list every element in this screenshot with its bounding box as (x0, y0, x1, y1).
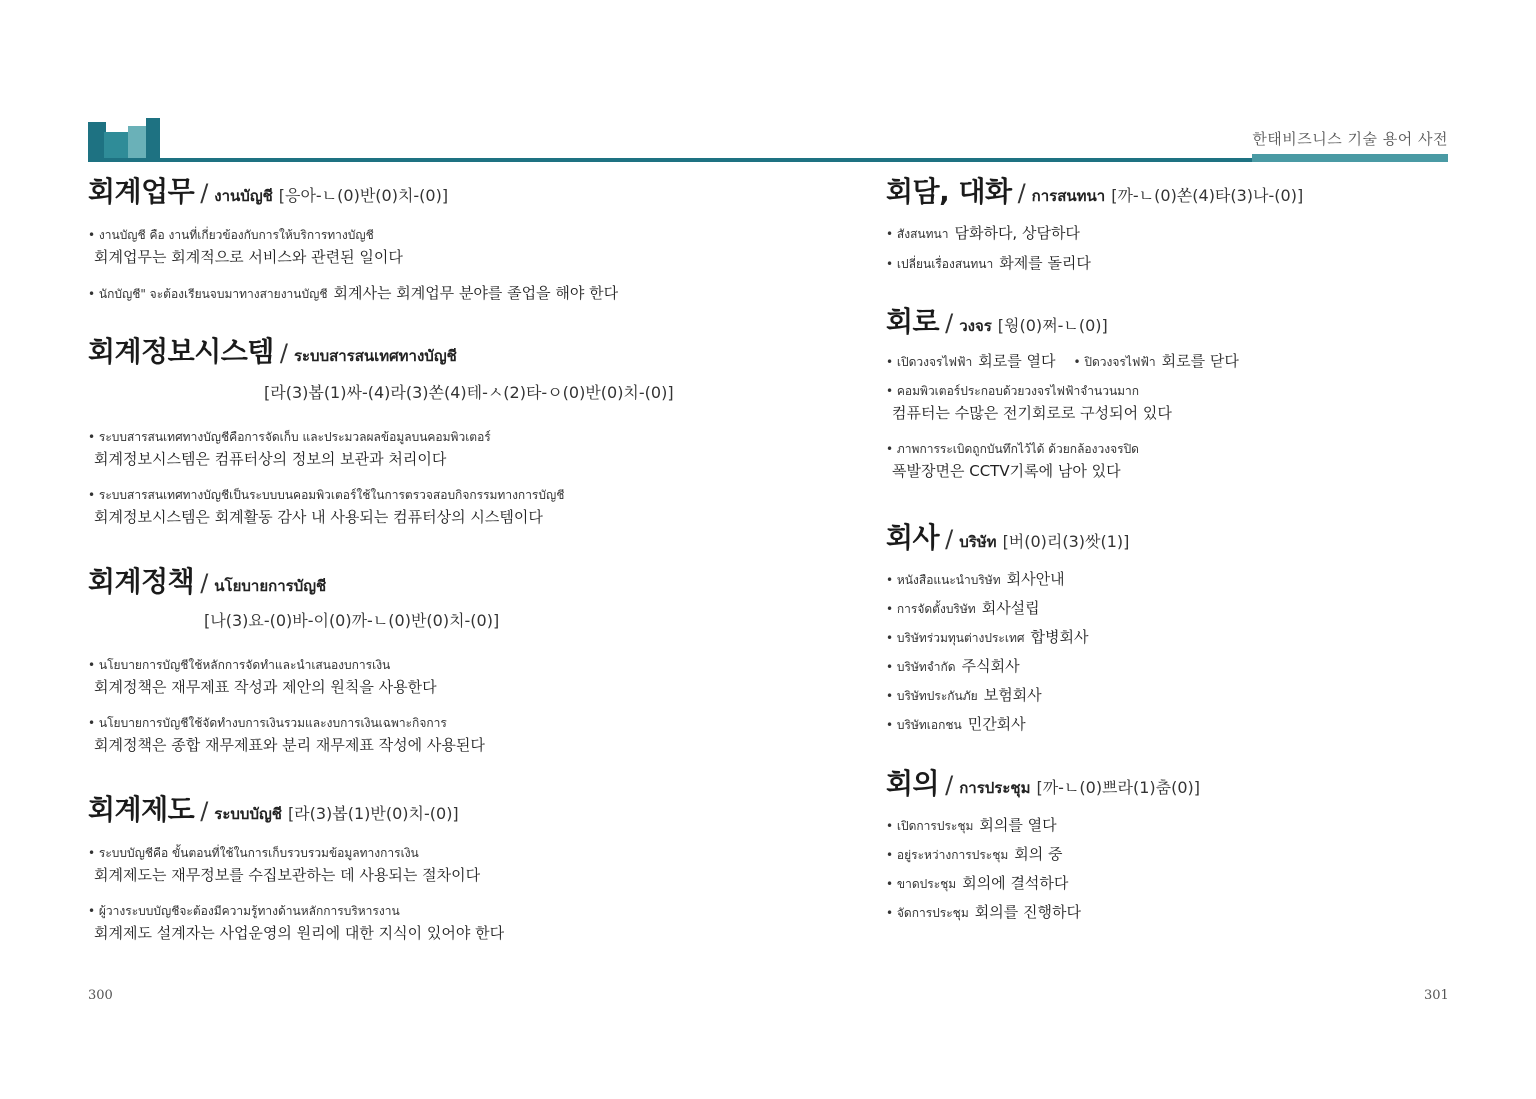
thai-example: • บริษัทจำกัด (886, 660, 956, 674)
example-line (886, 597, 1486, 626)
entry-thai: นโยบายการบัญชี (214, 577, 327, 595)
example-line (886, 901, 1486, 930)
korean-translation: 회계정보시스템은 컴퓨터상의 정보의 보관과 처리이다 (94, 450, 447, 468)
entry-examples (886, 222, 1486, 282)
example-line (886, 872, 1486, 901)
example-line (886, 814, 1486, 843)
entry-examples (886, 814, 1486, 930)
example-line (886, 252, 1486, 282)
entry-accounting-info-system (88, 335, 808, 368)
korean-translation: 회계정책은 재무제표 작성과 제안의 원칙을 사용한다 (94, 678, 437, 696)
thai-example: • นักบัญชี" จะต้องเรียนจบมาทางสายงานบัญชี (88, 287, 328, 301)
korean-translation: 보험회사 (983, 686, 1042, 704)
korean-translation: 회사설립 (981, 599, 1040, 617)
example-line (88, 842, 808, 864)
entry-pronunciation: [까-ㄴ(0)쏜(4)타(3)나-(0)] (1111, 186, 1304, 205)
example-line (88, 282, 808, 304)
thai-example: • บริษัทประกันภัย (886, 689, 978, 703)
entry-heading (88, 335, 808, 368)
example-line (886, 684, 1486, 713)
korean-translation: 회의를 열다 (979, 816, 1057, 834)
korean-translation: 회의 중 (1014, 845, 1063, 863)
entry-examples (88, 426, 808, 536)
entry-heading (886, 767, 1486, 800)
example-line (886, 843, 1486, 872)
korean-translation: 회의에 결석하다 (962, 874, 1069, 892)
slash-divider: / (200, 797, 209, 825)
entry-pronunciation: [나(3)요-(0)바-이(0)까-ㄴ(0)반(0)치-(0)] (204, 611, 500, 630)
example-line (886, 380, 1486, 402)
example-line (88, 900, 808, 922)
entry-heading (88, 793, 808, 826)
entry-thai: วงจร (959, 317, 992, 335)
thai-example: • อยู่ระหว่างการประชุม (886, 848, 1009, 862)
entry-term: 회계업무 (88, 175, 195, 208)
example-line (88, 246, 808, 282)
entry-term: 회계정보시스템 (88, 335, 274, 368)
korean-translation: 회로를 닫다 (1161, 352, 1239, 370)
entry-heading (886, 305, 1486, 338)
entry-pronunciation: [라(3)봅(1)싸-(4)라(3)쏜(4)테-ㅅ(2)타-ㅇ(0)반(0)치-(0)] (264, 383, 674, 402)
thai-example: • ระบบบัญชีคือ ขั้นตอนที่ใช้ในการเก็บรวบรวมข้อมูลทางการเงิน (88, 846, 419, 860)
thai-example: • คอมพิวเตอร์ประกอบด้วยวงจรไฟฟ้าจำนวนมาก (886, 384, 1140, 398)
example-line (88, 654, 808, 676)
entry-thai: บริษัท (959, 533, 997, 551)
entry-heading (88, 175, 808, 208)
page-number-left: 300 (88, 988, 113, 1003)
example-line (886, 350, 1486, 380)
example-line (88, 676, 808, 712)
entry-examples (88, 224, 808, 304)
example-line (886, 438, 1486, 460)
entry-accounting-policy (88, 565, 808, 598)
entry-conversation (886, 175, 1486, 208)
entry-thai: การสนทนา (1031, 187, 1106, 205)
thai-example: • บริษัทเอกชน (886, 718, 962, 732)
entry-pronunciation: [웡(0)쩌-ㄴ(0)] (997, 316, 1108, 335)
example-line (88, 712, 808, 734)
entry-pronunciation: [버(0)리(3)쌋(1)] (1002, 532, 1130, 551)
thai-example: • บริษัทร่วมทุนต่างประเทศ (886, 631, 1025, 645)
korean-translation: 회로를 열다 (978, 352, 1056, 370)
example-line (88, 426, 808, 448)
slash-divider: / (200, 179, 209, 207)
entry-examples (88, 654, 808, 764)
example-line (88, 224, 808, 246)
korean-translation: 민간회사 (967, 715, 1026, 733)
korean-translation: 폭발장면은 CCTV기록에 남아 있다 (892, 462, 1121, 480)
entry-term: 회계정책 (88, 565, 195, 598)
entry-circuit (886, 305, 1486, 338)
thai-example: • การจัดตั้งบริษัท (886, 602, 976, 616)
entry-accounting-system (88, 793, 808, 826)
entry-meeting (886, 767, 1486, 800)
example-line (88, 484, 808, 506)
korean-translation: 화제를 돌리다 (999, 254, 1091, 272)
entry-heading (886, 175, 1486, 208)
slash-divider: / (279, 339, 288, 367)
entry-pronunciation: [라(3)봅(1)반(0)치-(0)] (287, 804, 459, 823)
example-line (88, 506, 808, 536)
thai-example: • สังสนทนา (886, 227, 949, 241)
entry-examples (886, 350, 1486, 490)
entry-thai: ระบบบัญชี (214, 805, 282, 823)
slash-divider: / (945, 525, 954, 553)
korean-translation: 회계정보시스템은 회계활동 감사 내 사용되는 컴퓨터상의 시스템이다 (94, 508, 543, 526)
korean-translation: 주식회사 (961, 657, 1020, 675)
korean-translation: 회사안내 (1006, 570, 1065, 588)
slash-divider: / (945, 771, 954, 799)
entry-heading (88, 565, 808, 598)
slash-divider: / (200, 569, 209, 597)
entry-term: 회의 (886, 767, 940, 800)
korean-translation: 회계사는 회계업무 분야를 졸업을 해야 한다 (333, 284, 619, 302)
example-line (886, 713, 1486, 742)
example-line (88, 864, 808, 900)
entry-pronunciation: [까-ㄴ(0)쁘라(1)춤(0)] (1036, 778, 1200, 797)
entry-term: 회로 (886, 305, 940, 338)
entry-examples (886, 568, 1486, 742)
thai-example: • เปลี่ยนเรื่องสนทนา (886, 257, 994, 271)
thai-example: • ขาดประชุม (886, 877, 957, 891)
thai-example: • ผู้วางระบบบัญชีจะต้องมีความรู้ทางด้านหลักการบริหารงาน (88, 904, 400, 918)
entry-thai: งานบัญชี (214, 187, 273, 205)
korean-translation: 회의를 진행하다 (974, 903, 1081, 921)
entry-term: 회계제도 (88, 793, 195, 826)
example-line (886, 655, 1486, 684)
example-line (886, 222, 1486, 252)
slash-divider: / (1017, 179, 1026, 207)
example-line (88, 448, 808, 484)
entry-heading (886, 521, 1486, 554)
entry-company (886, 521, 1486, 554)
thai-example: • ระบบสารสนเทศทางบัญชีคือการจัดเก็บ และประมวลผลข้อมูลบนคอมพิวเตอร์ (88, 430, 491, 444)
entry-term: 회담, 대화 (886, 175, 1012, 208)
book-title: 한태비즈니스 기술 용어 사전 (1252, 130, 1448, 148)
entry-thai: การประชุม (959, 779, 1031, 797)
header-rule-left (88, 158, 852, 162)
thai-example: • ปิดวงจรไฟฟ้า (1073, 355, 1156, 369)
page-number-right: 301 (1424, 988, 1449, 1003)
thai-example: • งานบัญชี คือ งานที่เกี่ยวข้องกับการให้บริการทางบัญชี (88, 228, 374, 242)
entry-accounting-work (88, 175, 808, 208)
example-line (886, 568, 1486, 597)
example-line (886, 402, 1486, 438)
thai-example: • เปิดการประชุม (886, 819, 974, 833)
slash-divider: / (945, 309, 954, 337)
korean-translation: 담화하다, 상담하다 (954, 224, 1080, 242)
thai-example: • นโยบายการบัญชีใช้จัดทำงบการเงินรวมและงบการเงินเฉพาะกิจการ (88, 716, 447, 730)
example-line (886, 460, 1486, 490)
entry-thai: ระบบสารสนเทศทางบัญชี (293, 347, 457, 365)
korean-translation: 회계제도는 재무정보를 수집보관하는 데 사용되는 절차이다 (94, 866, 481, 884)
example-line (886, 626, 1486, 655)
korean-translation: 컴퓨터는 수많은 전기회로로 구성되어 있다 (892, 404, 1172, 422)
thai-example: • ระบบสารสนเทศทางบัญชีเป็นระบบบนคอมพิวเตอร์ใช้ในการตรวจสอบกิจกรรมทางการบัญชี (88, 488, 565, 502)
example-line (88, 922, 808, 952)
entry-term: 회사 (886, 521, 940, 554)
korean-translation: 회계업무는 회계적으로 서비스와 관련된 일이다 (94, 248, 403, 266)
thai-example: • หนังสือแนะนำบริษัท (886, 573, 1001, 587)
thai-example: • เปิดวงจรไฟฟ้า (886, 355, 973, 369)
korean-translation: 합병회사 (1030, 628, 1089, 646)
thai-example: • นโยบายการบัญชีใช้หลักการจัดทำและนำเสนองบการเงิน (88, 658, 391, 672)
book-title-bar (1252, 154, 1448, 162)
entry-pronunciation: [응아-ㄴ(0)반(0)치-(0)] (278, 186, 449, 205)
thai-example: • จัดการประชุม (886, 906, 969, 920)
korean-translation: 회계제도 설계자는 사업운영의 원리에 대한 지식이 있어야 한다 (94, 924, 505, 942)
korean-translation: 회계정책은 종합 재무제표와 분리 재무제표 작성에 사용된다 (94, 736, 485, 754)
header-logo (88, 118, 160, 162)
entry-examples (88, 842, 808, 952)
thai-example: • ภาพการระเบิดถูกบันทึกไว้ได้ ด้วยกล้องวงจรปิด (886, 442, 1139, 456)
example-line (88, 734, 808, 764)
